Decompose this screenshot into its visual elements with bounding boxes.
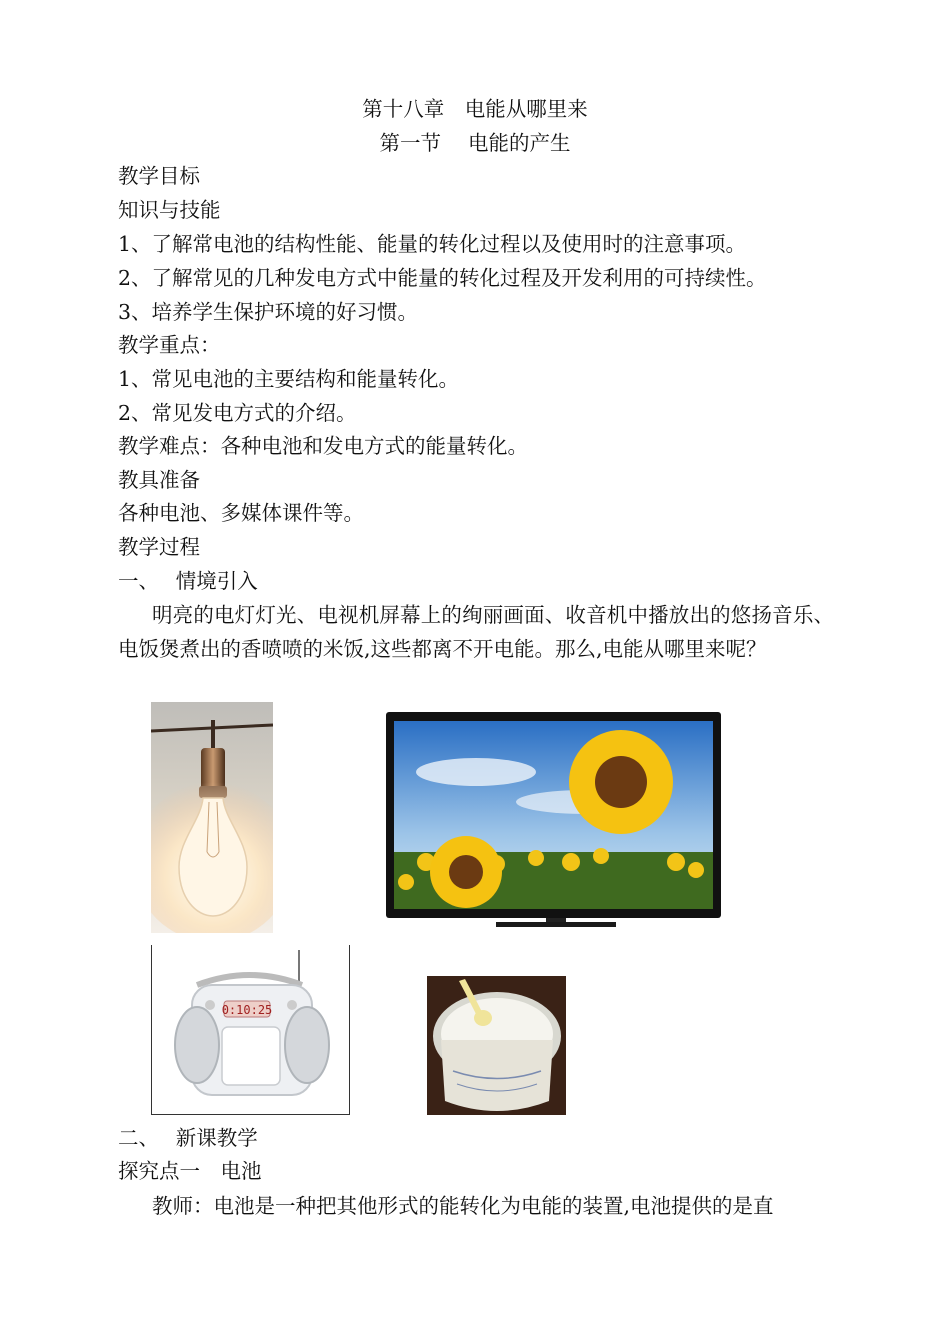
radio-display-text: 0:10:25 <box>221 1003 273 1017</box>
goal-item: 3、培养学生保护环境的好习惯。 <box>118 300 419 324</box>
section-title: 第一节 电能的产生 <box>379 131 571 155</box>
chapter-title: 第十八章 电能从哪里来 <box>362 97 588 121</box>
key-point-item: 2、常见发电方式的介绍。 <box>118 401 357 425</box>
key-point-item: 1、常见电池的主要结构和能量转化。 <box>118 367 460 391</box>
explore-heading: 探究点一 电池 <box>118 1159 262 1183</box>
rice-cooker-photo <box>427 976 566 1115</box>
radio-cassette-player-photo <box>151 945 350 1115</box>
teacher-paragraph: 教师：电池是一种把其他形式的能转化为电能的装置,电池提供的是直 <box>152 1194 774 1218</box>
knowledge-skills-heading: 知识与技能 <box>118 198 221 222</box>
key-points-heading: 教学重点： <box>118 333 221 357</box>
light-bulb-photo <box>151 702 273 933</box>
part1-heading: 一、 情境引入 <box>118 569 258 593</box>
difficulty-line: 教学难点：各种电池和发电方式的能量转化。 <box>118 434 528 458</box>
part2-heading: 二、 新课教学 <box>118 1126 258 1150</box>
materials-heading: 教具准备 <box>118 468 200 492</box>
goal-item: 2、了解常见的几种发电方式中能量的转化过程及开发利用的可持续性。 <box>118 266 767 290</box>
television-photo <box>386 712 721 927</box>
intro-paragraph: 明亮的电灯灯光、电视机屏幕上的绚丽画面、收音机中播放出的悠扬音乐、电饭煲煮出的香喷喷的米饭,这些都离不开电能。那么,电能从哪里来呢？ <box>118 603 834 661</box>
goal-item: 1、了解常电池的结构性能、能量的转化过程以及使用时的注意事项。 <box>118 232 747 256</box>
teaching-goals-heading: 教学目标 <box>118 164 200 188</box>
process-heading: 教学过程 <box>118 535 200 559</box>
materials-text: 各种电池、多媒体课件等。 <box>118 501 364 525</box>
